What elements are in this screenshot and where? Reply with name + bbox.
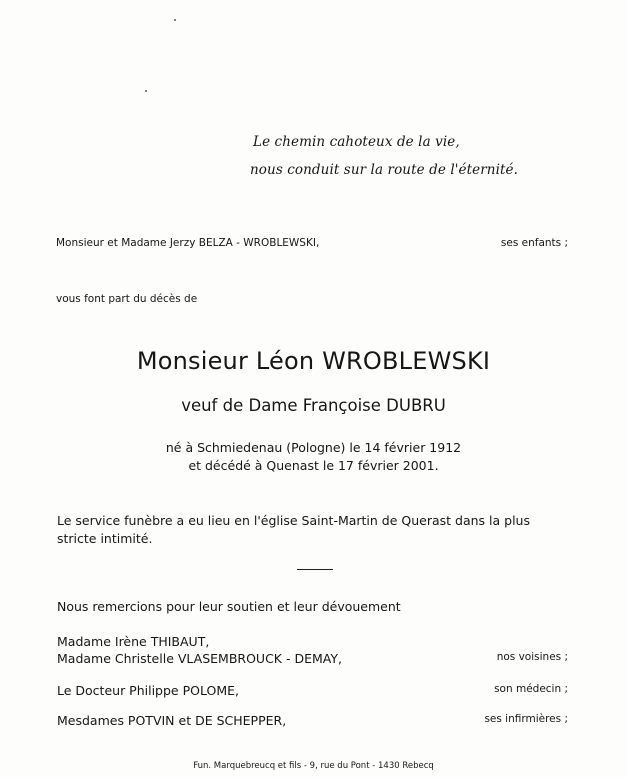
nurses-names: Mesdames POTVIN et DE SCHEPPER, [57,713,287,728]
neighbors-role: nos voisines ; [496,651,568,663]
service-line-2: stricte intimité. [57,531,153,546]
birth-line: né à Schmiedenau (Pologne) le 14 février 1912 [165,440,462,455]
funeral-home-footer: Fun. Marquebreucq et fils - 9, rue du Pont - 1430 Rebecq [193,761,434,771]
doctor-name: Le Docteur Philippe POLOME, [57,683,239,698]
poem-line-1: Le chemin cahoteux de la vie, [253,134,460,150]
paper-speck [174,19,176,21]
paper-speck [145,90,147,92]
service-line-1: Le service funèbre a eu lieu en l'église Saint-Martin de Querast dans la plus [57,513,530,528]
doctor-role: son médecin ; [494,683,568,695]
intro-text: vous font part du décès de [56,293,198,305]
death-line: et décédé à Quenast le 17 février 2001. [188,458,439,473]
announcers-names: Monsieur et Madame Jerzy BELZA - WROBLEWSKI, [56,237,320,249]
nurses-role: ses infirmières ; [484,713,568,725]
thanks-intro: Nous remercions pour leur soutien et leur dévouement [57,599,401,614]
widower-of: veuf de Dame Françoise DUBRU [181,396,446,415]
neighbor-2: Madame Christelle VLASEMBROUCK - DEMAY, [57,651,342,666]
neighbor-1: Madame Irène THIBAUT, [57,634,210,649]
poem-line-2: nous conduit sur la route de l'éternité. [250,162,519,178]
separator-dash [297,569,333,570]
deceased-name: Monsieur Léon WROBLEWSKI [136,347,491,375]
announcers-relation: ses enfants ; [500,237,568,249]
